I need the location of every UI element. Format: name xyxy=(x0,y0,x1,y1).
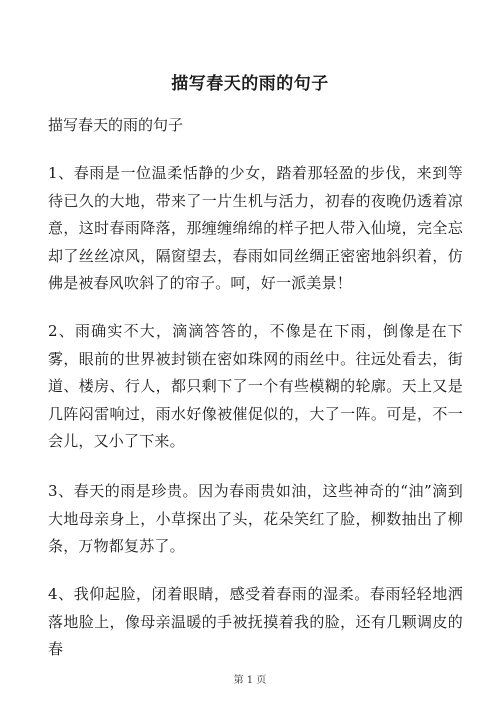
paragraph-1: 1、春雨是一位温柔恬静的少女，踏着那轻盈的步伐，来到等待已久的大地，带来了一片生机与活力，初春的夜晚仍透着凉意，这时春雨降落，那缠缠绵绵的样子把人带入仙境，完全忘却了丝丝凉风，隔窗望去，春雨如同丝绸正密密地斜织着，仿佛是被春风吹斜了的帘子。呵，好一派美景！ xyxy=(48,164,463,292)
paragraph-3: 3、春天的雨是珍贵。因为春雨贵如油，这些神奇的“油”滴到大地母亲身上，小草探出了头，花朵笑红了脸，柳数抽出了柳条，万物都复苏了。 xyxy=(48,482,463,555)
page-number: 第 1 页 xyxy=(233,675,267,686)
paragraph-4: 4、我仰起脸，闭着眼睛，感受着春雨的湿柔。春雨轻轻地洒落地脸上，像母亲温暖的手被抚摸着我的脸，还有几颗调皮的春 xyxy=(48,585,463,658)
document-title: 描写春天的雨的句子 xyxy=(171,74,329,94)
document-subtitle: 描写春天的雨的句子 xyxy=(48,116,184,134)
paragraph-2: 2、雨确实不大，滴滴答答的，不像是在下雨，倒像是在下雾，眼前的世界被封锁在密如珠网的雨丝中。往远处看去，街道、楼房、行人，都只剩下了一个有些模糊的轮廓。天上又是几阵闷雷响过，雨水好像被催促似的，大了一阵。可是，不一会儿，又小了下来。 xyxy=(48,322,463,450)
